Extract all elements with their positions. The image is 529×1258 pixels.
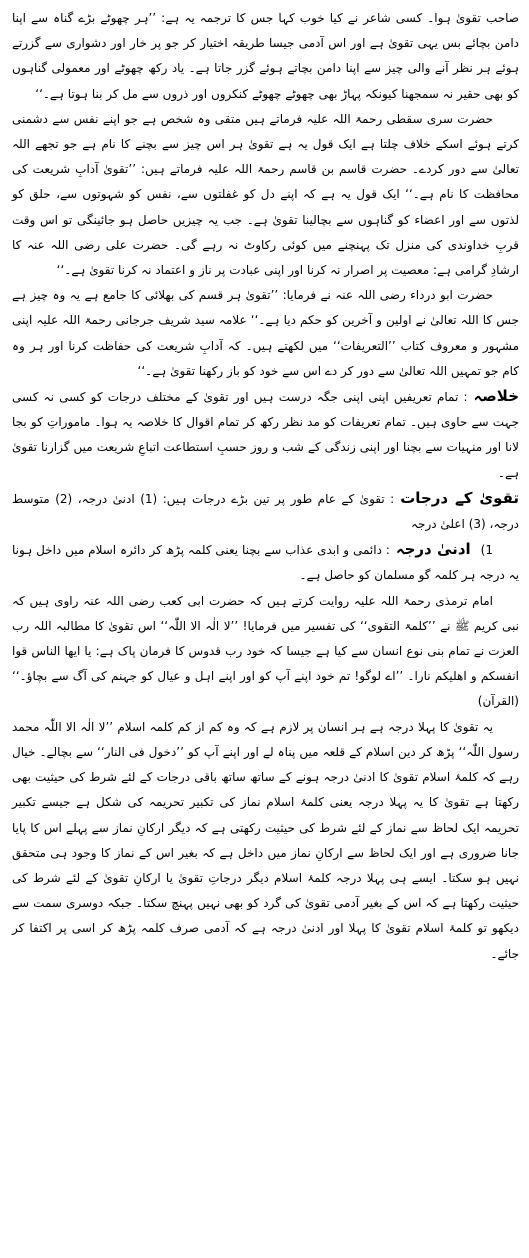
paragraph-tirmidhi: امام ترمذی رحمۃ اللہ علیہ روایت کرتے ہیں کہ حضرت ابی کعب رضی اللہ عنہ راوی ہیں کہ نبی کریم ﷺ نے ’’کلمۃ التقوی‘‘ کی تفسیر میں فرمایا! ’’لا الٰہ الا اللّٰہ‘‘ اس تقویٰ کا مطالبہ اللہ رب العزت نے تمام بنی نوع انسان سے کیا ہے جیسا کہ خود رب قدوس کا فرمان پاک ہے: یا ایھا الناس قوا انفسکم و اھلیکم نارا۔ ’’اے لوگو! تم خود اپنے آپ کو اور اپنے اہل و عیال کو جہنم کی آگ سے بچاؤ۔‘‘ (القرآن) <box>12 593 519 709</box>
paragraph-sari-saqati: حضرت سری سقطی رحمۃ اللہ علیہ فرماتے ہیں متقی وہ شخص ہے جو اپنے نفس سے دشمنی کرتے ہوئے اسکے خلاف چلتا ہے ایک قول یہ ہے تقویٰ ہر اس چیز سے بچنے کا نام ہے جو تجھے اللہ تعالیٰ سے دور کردے۔ حضرت قاسم بن قاسم رحمۃ اللہ علیہ فرماتے ہیں: ’’تقویٰ آدابِ شریعت کی محافظت کا نام ہے۔‘‘ ایک قول یہ ہے کہ اپنے دل کو غفلتوں سے، نفس کو شہوتوں سے، حلق کو لذتوں سے اور اعضاء کو گناہوں سے بچالینا تقویٰ ہے۔ جب یہ چیزیں حاصل ہو جائینگی تو اس وقت قربِ خداوندی کی منزل تک پہنچنے میں کوئی رکاوٹ نہ رہے گی۔ حضرت علی رضی اللہ عنہ کا ارشادِ گرامی ہے: معصیت پر اصرار نہ کرنا اور اپنی عبادت پر ناز و اعتماد نہ کرنا تقویٰ ہے۔‘‘ <box>12 111 519 278</box>
paragraph-first-degree-explanation: یہ تقویٰ کا پہلا درجہ ہے ہر انسان پر لازم ہے کہ وہ کم از کم کلمہ اسلام ’’لا الٰہ الا اللّٰہ محمد رسول اللّٰہ‘‘ پڑھ کر دین اسلام کے قلعہ میں پناہ لے اور اپنے آپ کو ’’دخول فی النار‘‘ سے بچالے۔ خیال رہے کہ کلمۂ اسلام تقویٰ کا ادنیٰ درجہ ہونے کے ساتھ ساتھ باقی درجات کے لئے شرط کی حیثیت بھی رکھتا ہے تقویٰ کا یہ پہلا درجہ یعنی کلمۂ اسلام نماز کی تکبیر تحریمہ کی شکل ہے جیسے تکبیر تحریمہ ایک لحاظ سے نماز کے لئے شرط کی حیثیت رکھتی ہے کہ دیگر ارکانِ نماز سے پہلے اس کا پایا جانا ضروری ہے اور ایک لحاظ سے ارکانِ نماز میں داخل ہے کہ بغیر اس کے نماز کا وجود ہی متحقق نہیں ہو سکتا۔ ایسے ہی پہلا درجہ کلمۂ اسلام دیگر درجاتِ تقویٰ یا ارکانِ تقویٰ کے لئے شرط کی حیثیت رکھتا ہے کہ اس کے بغیر آدمی تقویٰ کی گرد کو بھی نہیں پہنچ سکتا۔ جبکہ دوسری سمت سے دیکھو تو کلمۂ اسلام تقویٰ کا پہلا اور ادنیٰ درجہ ہے کہ آدمی صرف کلمہ پڑھ کر اسی پر اکتفا کر جائے۔ <box>12 719 519 961</box>
first-degree-paragraph <box>12 537 519 588</box>
summary-heading: خلاصہ <box>473 387 519 406</box>
paragraph-abu-darda: حضرت ابو درداء رضی اللہ عنہ نے فرمایا: ’’تقویٰ ہر قسم کی بھلائی کا جامع ہے یہ وہ چیز ہے جس کا اللہ تعالیٰ نے اولین و آخرین کو حکم دیا ہے۔‘‘ علامہ سید شریف جرجانی رحمۃ اللہ علیہ اپنی مشہور و معروف کتاب ’’التعریفات‘‘ میں لکھتے ہیں۔ کہ آدابِ شریعت کی حفاظت کرنا اور ہر وہ کام جو تمہیں اللہ تعالیٰ سے دور کر دے اس سے خود کو باز رکھنا تقویٰ ہے۔‘‘ <box>12 288 519 378</box>
degrees-paragraph <box>12 486 519 537</box>
degrees-text: : تقویٰ کے عام طور پر تین بڑے درجات ہیں: (1) ادنیٰ درجہ، (2) متوسط درجہ، (3) اعلیٰ درجہ <box>12 491 519 532</box>
summary-paragraph <box>12 384 519 486</box>
first-degree-number: 1) <box>480 543 493 558</box>
paragraph-poet-quote: صاحب تقویٰ ہوا۔ کسی شاعر نے کیا خوب کہا جس کا ترجمہ یہ ہے: ’’ہر چھوٹے بڑے گناہ سے اپنا دامن بچائے بس یہی تقویٰ ہے اور اس آدمی جیسا طریقہ اختیار کر جو پر خار اور دشواری سے گزرتے ہوئے ہر نظر آنے والی چیز سے اپنا دامن بچاتے ہوئے گزر جاتا ہے۔ یاد رکھ چھوٹے اور معمولی گناہوں کو بھی حقیر نہ سمجھنا کیونکہ پہاڑ بھی چھوٹے چھوٹے کنکروں اور ذروں سے مل کر بنا ہوتا ہے۔‘‘ <box>12 11 520 101</box>
degrees-heading: تقویٰ کے درجات <box>400 488 519 507</box>
first-degree-text: : دائمی و ابدی عذاب سے بچنا یعنی کلمہ پڑھ کر دائرہ اسلام میں داخل ہونا یہ درجہ ہر کلمہ گو مسلمان کو حاصل ہے۔ <box>12 543 519 583</box>
summary-text: : تمام تعریفیں اپنی اپنی جگہ درست ہیں اور تقویٰ کے مختلف درجات کو کسی نہ کسی جہت سے حاوی ہیں۔ تمام تعریفات کو مد نظر رکھ کر تمام اقوال کا خلاصہ یہ ہوا۔ ماموراتِ کو بجا لانا اور منہیات سے بچنا اور اپنی زندگی کے شب و روز حسبِ استطاعت اتباعِ شریعت میں گزارنا تقویٰ ہے۔ <box>12 390 519 480</box>
first-degree-heading: ادنیٰ درجہ <box>395 540 471 559</box>
